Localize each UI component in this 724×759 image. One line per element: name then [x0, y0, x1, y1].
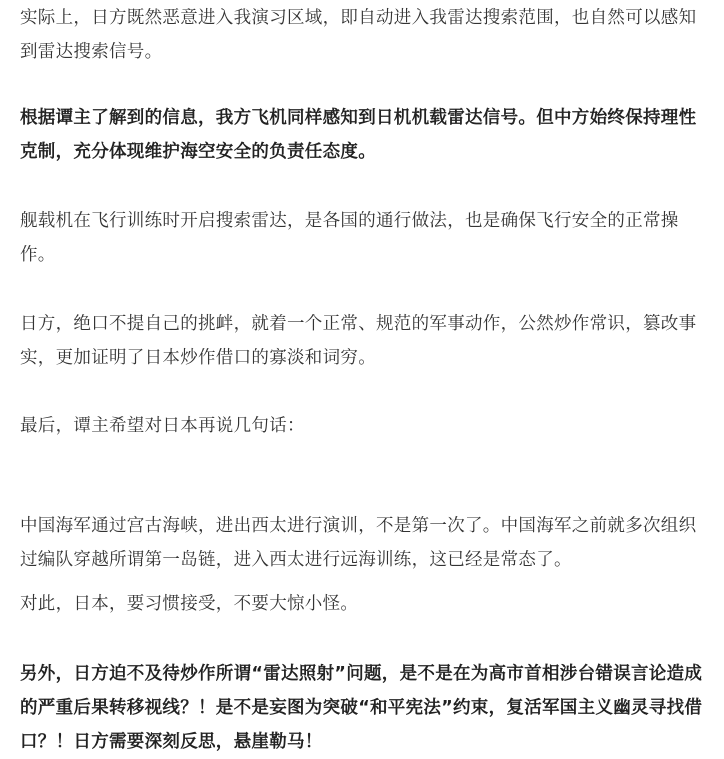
paragraph-2-bold: 根据谭主了解到的信息，我方飞机同样感知到日机机载雷达信号。但中方始终保持理性克制，充分体现维护海空安全的负责任态度。 — [20, 108, 697, 162]
paragraph-1: 实际上，日方既然恶意进入我演习区域，即自动进入我雷达搜索范围，也自然可以感知到雷达搜索信号。 — [20, 8, 697, 62]
paragraph-3: 舰载机在飞行训练时开启搜索雷达，是各国的通行做法，也是确保飞行安全的正常操作。 — [20, 211, 679, 265]
paragraph-7: 对此，日本，要习惯接受，不要大惊小怪。 — [20, 594, 359, 614]
paragraph-5: 最后，谭主希望对日本再说几句话： — [20, 416, 305, 436]
paragraph-4: 日方，绝口不提自己的挑衅，就着一个正常、规范的军事动作，公然炒作常识，篡改事实，更加证明了日本炒作借口的寡淡和词穷。 — [20, 314, 697, 368]
paragraph-8-bold: 另外，日方迫不及待炒作所谓“雷达照射”问题，是不是在为高市首相涉台错误言论造成的严重后果转移视线？！是不是妄图为突破“和平宪法”约束，复活军国主义幽灵寻找借口？！日方需要深刻反思，悬崖勒马！ — [20, 664, 703, 752]
paragraph-6: 中国海军通过宫古海峡，进出西太进行演训，不是第一次了。中国海军之前就多次组织过编队穿越所谓第一岛链，进入西太进行远海训练，这已经是常态了。 — [20, 516, 697, 570]
